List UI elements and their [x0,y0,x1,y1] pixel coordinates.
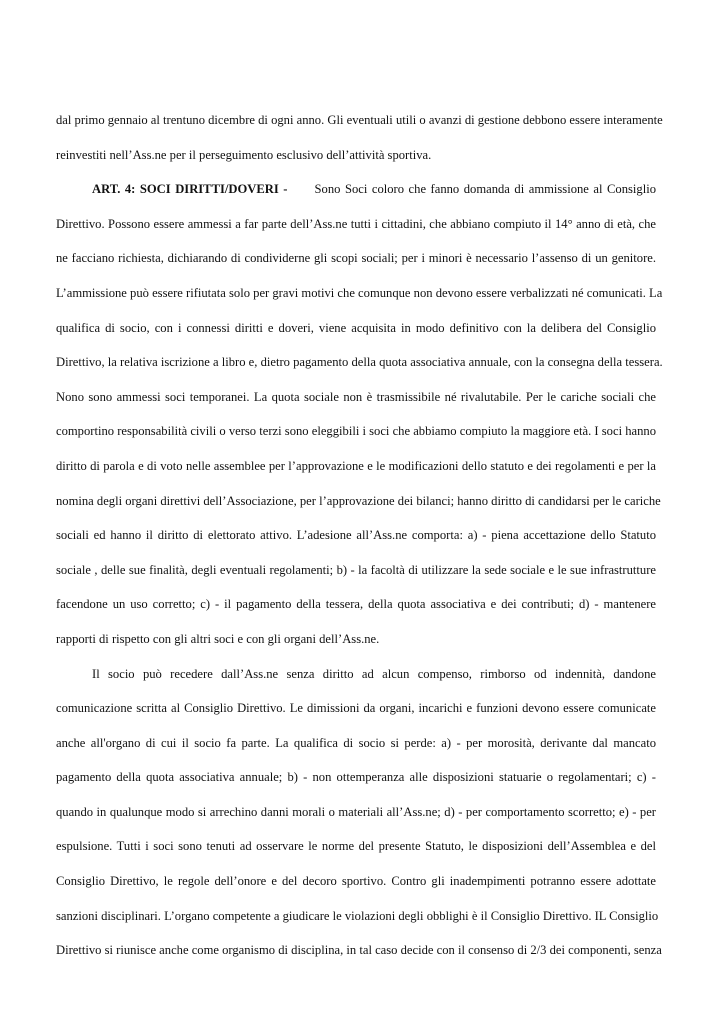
text-line: Consiglio Direttivo, le regole dell’onore e del decoro sportivo. Contro gli inadempimenti potranno essere adottate [56,874,656,889]
document-body [56,106,663,971]
article-heading: ART. 4: SOCI DIRITTI/DOVERI - [92,182,288,197]
text-line: nomina degli organi direttivi dell’Associazione, per l’approvazione dei bilanci; hanno diritto di candidarsi per le cariche [56,493,661,508]
text-line: rapporti di rispetto con gli altri soci e con gli organi dell’Ass.ne. [56,631,380,646]
text-line: Sono Soci coloro che fanno domanda di ammissione al Consiglio [314,182,656,197]
text-line: anche all'organo di cui il socio fa parte. La qualifica di socio si perde: a) - per morosità, derivante dal mancato [56,735,656,750]
text-line: sociale , delle sue finalità, degli eventuali regolamenti; b) - la facoltà di utilizzare la sede sociale e le sue infrastrutture [56,562,656,577]
text-line: Direttivo si riunisce anche come organismo di disciplina, in tal caso decide con il consenso di 2/3 dei componenti, senza [56,943,662,958]
text-line: Il socio può recedere dall’Ass.ne senza diritto ad alcun compenso, rimborso od indennità, dandone [92,666,656,681]
text-line: espulsione. Tutti i soci sono tenuti ad osservare le norme del presente Statuto, le disposizioni dell’Assemblea e del [56,839,656,854]
text-line: Direttivo, la relativa iscrizione a libro e, dietro pagamento della quota associativa annuale, con la consegna della tessera. [56,355,663,370]
text-line: qualifica di socio, con i connessi diritti e doveri, viene acquisita in modo definitivo con la delibera del Consiglio [56,320,656,335]
text-line: Nono sono ammessi soci temporanei. La quota sociale non è trasmissibile né rivalutabile. Per le cariche sociali che [56,389,656,404]
text-line: pagamento della quota associativa annuale; b) - non ottemperanza alle disposizioni statuarie o regolamentari; c) - [56,770,656,785]
text-line: Direttivo. Possono essere ammessi a far parte dell’Ass.ne tutti i cittadini, che abbiano compiuto il 14° anno di età, che [56,216,656,231]
text-line: facendone un uso corretto; c) - il pagamento della tessera, della quota associativa e dei contributi; d) - mantenere [56,597,656,612]
text-line: sanzioni disciplinari. L’organo competente a giudicare le violazioni degli obblighi è il Consiglio Direttivo. IL Consiglio [56,908,659,923]
text-line: reinvestiti nell’Ass.ne per il perseguimento esclusivo dell’attività sportiva. [56,147,432,162]
text-line: comunicazione scritta al Consiglio Direttivo. Le dimissioni da organi, incarichi e funzioni devono essere comunicate [56,701,656,716]
article-heading-line [56,175,656,210]
text-line: L’ammissione può essere rifiutata solo per gravi motivi che comunque non devono essere verbalizzati né comunicati. La [56,285,663,300]
text-line: diritto di parola e di voto nelle assemblee per l’approvazione e le modificazioni dello statuto e dei regolamenti e per la [56,458,656,473]
text-line: quando in qualunque modo si arrechino danni morali o materiali all’Ass.ne; d) - per comportamento scorretto; e) - per [56,804,656,819]
text-line: sociali ed hanno il diritto di elettorato attivo. L’adesione all’Ass.ne comporta: a) - piena accettazione dello Statuto [56,528,656,543]
text-line: ne facciano richiesta, dichiarando di condividerne gli scopi sociali; per i minori è necessario l’assenso di un genitore. [56,251,656,266]
text-line: dal primo gennaio al trentuno dicembre di ogni anno. Gli eventuali utili o avanzi di gestione debbono essere interamente [56,113,663,127]
text-line: comportino responsabilità civili o verso terzi sono eleggibili i soci che abbiamo compiuto la maggiore età. I soci hanno [56,424,656,439]
